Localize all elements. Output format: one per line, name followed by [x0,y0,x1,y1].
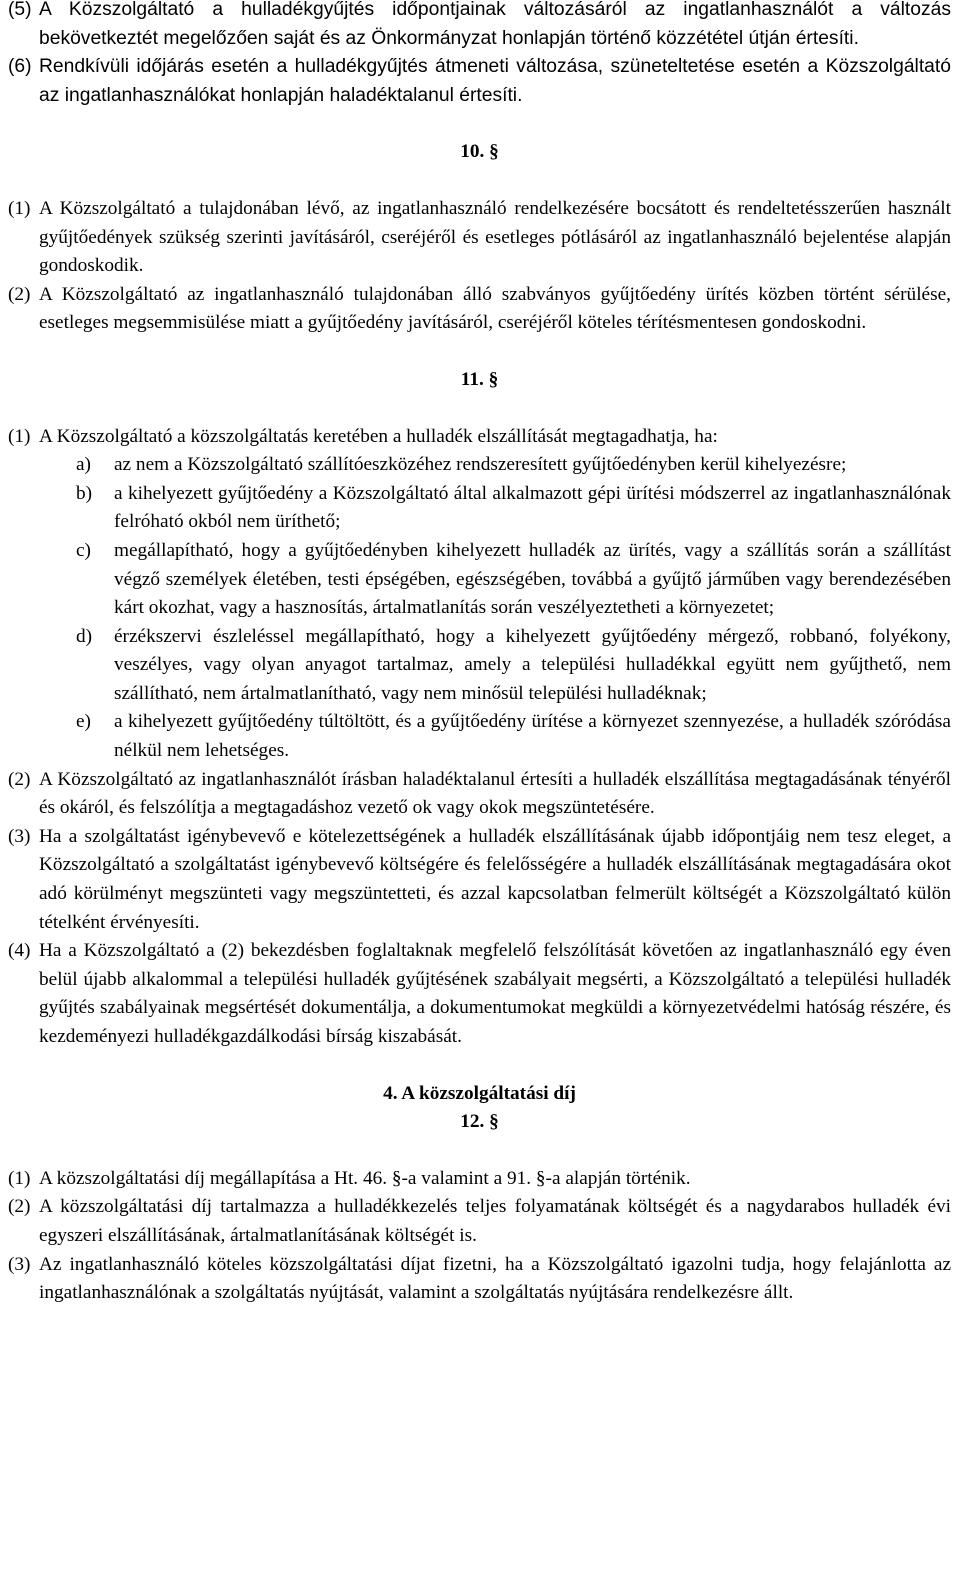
paragraph-6 [8,53,951,110]
list-item-a [8,451,951,480]
chapter-title: 4. A közszolgáltatási díj [383,1082,576,1104]
paragraph-5 [8,0,951,53]
list-item-label: a) [76,454,91,476]
paragraph-text: Ha a szolgáltatást igénybevevő e kötelezettségének a hulladék elszállításának újabb időpontjáig nem tesz eleget, a Közszolgáltató a szolgáltatást igénybevevő költségére és felelősségére a hulladék elszállításának megtagadására okot adó körülményt megszünteti vagy megszüntetteti, és azzal kapcsolatban felmerült költségét a Közszolgáltató külön tételként érvényesíti. [39,825,951,933]
paragraph-number: (1) [8,1167,31,1189]
paragraph-number: (2) [8,768,31,790]
list-item-label: b) [76,482,93,504]
paragraph-number: (2) [8,283,31,305]
section10-paragraph-1 [8,195,951,281]
list-item-text: az nem a Közszolgáltató szállítóeszközéhez rendszeresített gyűjtőedényben kerül kihelyezésre; [114,454,847,476]
section11-paragraph-4 [8,937,951,1051]
section-heading-11: 11. § [460,368,499,390]
section11-paragraph-3 [8,823,951,937]
paragraph-text: A Közszolgáltató az ingatlanhasználó tulajdonában álló szabványos gyűjtőedény ürítés közben történt sérülése, esetleges megsemmisülése miatt a gyűjtőedény javításáról, cseréjéről köteles térítésmentesen gondoskodni. [39,283,951,334]
paragraph-text: A Közszolgáltató a tulajdonában lévő, az ingatlanhasználó rendelkezésére bocsátott és rendeltetésszerűen használt gyűjtőedények szükség szerinti javításáról, cseréjéről és esetleges pótlásáról az ingatlanhasználó bejelentése alapján gondoskodik. [39,197,951,277]
paragraph-text: Az ingatlanhasználó köteles közszolgáltatási díjat fizetni, ha a Közszolgáltató igazolni tudja, hogy felajánlotta az ingatlanhasználónak a szolgáltatás nyújtását, valamint a szolgáltatás nyújtására rendelkezésre állt. [39,1253,951,1304]
paragraph-number: (3) [8,825,31,847]
paragraph-number: (2) [8,1196,31,1218]
section12-paragraph-2 [8,1193,951,1250]
paragraph-number: (3) [8,1253,31,1275]
list-item-text: a kihelyezett gyűjtőedény a Közszolgáltató által alkalmazott gépi ürítési módszerrel az ingatlanhasználónak felróható okból nem üríthető; [114,482,951,533]
paragraph-text: A Közszolgáltató az ingatlanhasználót írásban haladéktalanul értesíti a hulladék elszállítása megtagadásának tényéről és okáról, és felszólítja a megtagadáshoz vezető ok vagy okok megszüntetésére. [39,768,951,819]
list-item-text: érzékszervi észleléssel megállapítható, hogy a kihelyezett gyűjtőedény mérgező, robbanó, folyékony, veszélyes, vagy olyan anyagot tartalmaz, amely a települési hulladékkal együtt nem gyűjthető, nem szállítható, nem ártalmatlanítható, vagy nem minősül települési hulladéknak; [114,625,951,704]
list-item-text: megállapítható, hogy a gyűjtőedényben kihelyezett hulladék az ürítés, vagy a szállítás során a szállítást végző személyek életében, testi épségében, egészségében, továbbá a gyűjtő járműben vagy berendezésében kárt okozhat, vagy a hasznosítás, ártalmatlanítás során veszélyeztetheti a környezetet; [114,539,951,619]
section12-paragraph-1 [8,1165,951,1194]
list-item-label: c) [76,539,91,561]
paragraph-text: Rendkívüli időjárás esetén a hulladékgyűjtés átmeneti változása, szüneteltetése esetén a Közszolgáltató az ingatlanhasználókat honlapján haladéktalanul értesíti. [39,56,951,106]
section12-paragraph-3 [8,1251,951,1308]
paragraph-number: (1) [8,425,31,447]
list-item-d [8,623,951,709]
section11-paragraph-2 [8,766,951,823]
document-page [8,0,951,1308]
paragraph-text: A Közszolgáltató a közszolgáltatás keretében a hulladék elszállítását megtagadhatja, ha: [39,425,718,447]
paragraph-number: (5) [8,0,32,20]
list-item-label: e) [76,711,91,733]
section-heading-10: 10. § [460,141,499,163]
section-heading-12: 12. § [460,1111,499,1133]
list-item-c [8,537,951,623]
paragraph-number: (4) [8,940,31,962]
paragraph-number: (6) [8,56,32,78]
section10-paragraph-2 [8,281,951,338]
paragraph-text: A Közszolgáltató a hulladékgyűjtés időpontjainak változásáról az ingatlanhasználót a változás bekövetkeztét megelőzően saját és az Önkormányzat honlapján történő közzététel útján értesíti. [39,0,951,49]
paragraph-text: A közszolgáltatási díj tartalmazza a hulladékkezelés teljes folyamatának költségét és a nagydarabos hulladék évi egyszeri elszállításának, ártalmatlanításának költségét is. [39,1196,951,1246]
section11-paragraph-1 [8,423,951,452]
paragraph-number: (1) [8,197,31,219]
list-item-b [8,480,951,537]
list-item-label: d) [76,625,93,647]
list-item-text: a kihelyezett gyűjtőedény túltöltött, és a gyűjtőedény ürítése a környezet szennyezése, a hulladék szóródása nélkül nem lehetséges. [114,711,951,762]
paragraph-text: A közszolgáltatási díj megállapítása a Ht. 46. §-a valamint a 91. §-a alapján történik. [39,1167,691,1189]
paragraph-text: Ha a Közszolgáltató a (2) bekezdésben foglaltaknak megfelelő felszólítását követően az ingatlanhasználó egy éven belül újabb alkalommal a települési hulladék gyűjtésének szabályait megsérti, a Közszolgáltató a települési hulladék gyűjtés szabályainak megsértését dokumentálja, a dokumentumokat megküldi a környezetvédelmi hatóság részére, és kezdeményezi hulladékgazdálkodási bírság kiszabását. [39,940,951,1047]
list-item-e [8,708,951,765]
